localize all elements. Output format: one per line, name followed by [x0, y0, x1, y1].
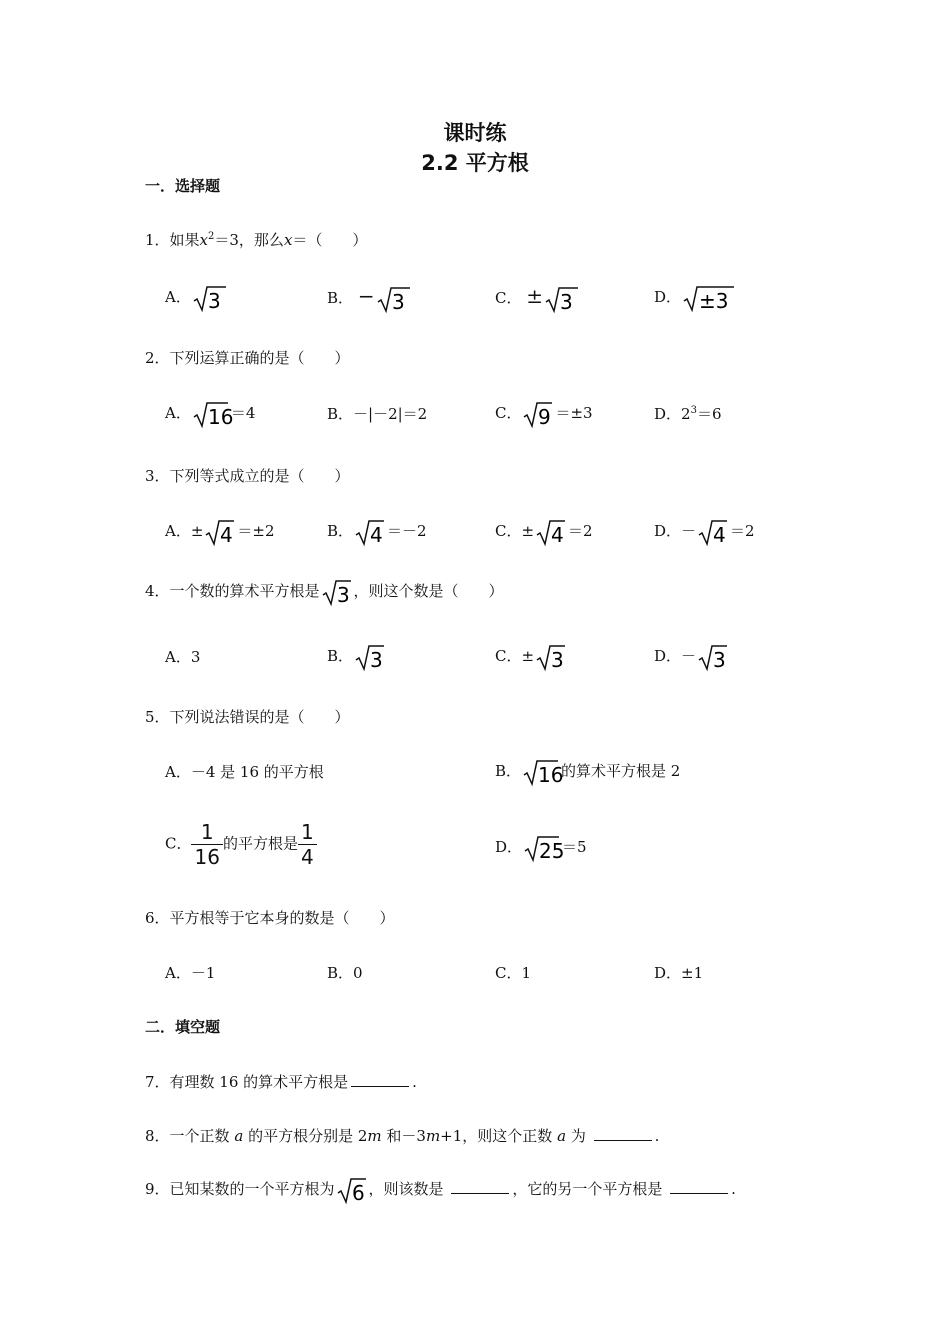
page-title: 课时练 — [443, 121, 507, 145]
sqrt-symbol — [536, 518, 566, 546]
svg-text:3: 3 — [391, 290, 405, 314]
q2-option-d[interactable]: D．$2^3=6$ — [654, 405, 722, 423]
sqrt-symbol — [523, 758, 564, 787]
svg-text:4: 4 — [370, 523, 383, 547]
svg-text:4: 4 — [713, 523, 726, 547]
q3-option-a[interactable]: A．± 4 ＝±2 — [165, 518, 275, 546]
svg-text:9: 9 — [538, 405, 552, 429]
svg-text:3: 3 — [551, 648, 564, 672]
svg-text:±3: ±3 — [699, 289, 729, 313]
sqrt-symbol — [683, 284, 735, 312]
svg-text:3: 3 — [207, 289, 221, 313]
answer-blank[interactable] — [351, 1072, 409, 1087]
fraction: $\frac{1}{4}$ — [298, 820, 317, 869]
q1-option-d[interactable]: D． ±3 — [654, 284, 737, 312]
q2-option-a[interactable]: A． 16 ＝4 — [165, 400, 255, 428]
answer-blank[interactable] — [451, 1179, 509, 1194]
answer-blank[interactable] — [670, 1179, 728, 1194]
svg-text:3: 3 — [336, 583, 350, 607]
sqrt-symbol — [698, 518, 728, 546]
sqrt-symbol — [205, 518, 235, 546]
q3-option-c[interactable]: C．± 4 ＝2 — [495, 518, 593, 546]
svg-text:3: 3 — [560, 290, 573, 314]
section-heading-choice: 一．选择题 — [145, 177, 221, 195]
question-3-stem: 3．下列等式成立的是（ ） — [145, 467, 350, 485]
question-4-stem: 4．一个数的算术平方根是 3 ，则这个数是（ ） — [145, 578, 504, 606]
q1-option-a[interactable]: A． 3 — [165, 284, 229, 312]
q2-option-b[interactable]: B．－|－2|＝2 — [327, 405, 428, 423]
sqrt-symbol — [193, 400, 234, 429]
sqrt-symbol — [524, 834, 565, 863]
svg-text:16: 16 — [538, 763, 564, 787]
q1-option-c[interactable]: C． ± 3 — [495, 284, 581, 313]
question-1-stem: 1．如果$x^2=3$，那么x＝（ ） — [145, 231, 368, 249]
question-6-stem: 6．平方根等于它本身的数是（ ） — [145, 909, 395, 927]
sqrt-symbol — [536, 643, 566, 671]
sqrt-symbol — [523, 400, 553, 428]
q4-option-b[interactable]: B． 3 — [327, 643, 387, 671]
svg-text:3: 3 — [370, 648, 383, 672]
sqrt-symbol — [193, 284, 227, 312]
q6-option-d[interactable]: D．±1 — [654, 964, 704, 982]
question-7: 7．有理数 16 的算术平方根是 . — [145, 1073, 417, 1091]
q5-option-a[interactable]: A．－4 是 16 的平方根 — [165, 763, 324, 781]
section-heading-fill: 二．填空题 — [145, 1018, 221, 1036]
q1-option-b[interactable]: B． − 3 — [327, 284, 413, 313]
svg-text:25: 25 — [539, 839, 565, 863]
answer-blank[interactable] — [594, 1126, 652, 1141]
q5-option-b[interactable]: B． 16 的算术平方根是 2 — [495, 758, 680, 786]
svg-text:3: 3 — [713, 648, 726, 672]
q2-option-c[interactable]: C． 9 ＝±3 — [495, 400, 593, 428]
svg-text:4: 4 — [220, 523, 234, 547]
sqrt-symbol — [377, 285, 411, 313]
question-2-stem: 2．下列运算正确的是（ ） — [145, 349, 350, 367]
sqrt-symbol — [355, 643, 385, 671]
sqrt-symbol — [545, 285, 579, 313]
sqrt-symbol — [355, 518, 385, 546]
q4-option-a[interactable]: A．3 — [165, 648, 201, 666]
svg-text:16: 16 — [207, 405, 234, 429]
sqrt-symbol — [337, 1176, 367, 1204]
q4-option-d[interactable]: D．－ 3 — [654, 643, 730, 671]
svg-text:4: 4 — [551, 523, 564, 547]
question-5-stem: 5．下列说法错误的是（ ） — [145, 708, 350, 726]
q3-option-b[interactable]: B． 4 ＝－2 — [327, 518, 427, 546]
sqrt-symbol — [698, 643, 728, 671]
q3-option-d[interactable]: D．－ 4 ＝2 — [654, 518, 755, 546]
question-9: 9．已知某数的一个平方根为 6 ，则该数是 ，它的另一个平方根是 . — [145, 1176, 736, 1204]
q6-option-c[interactable]: C．1 — [495, 964, 532, 982]
page-subtitle: 2.2 平方根 — [421, 151, 529, 175]
q5-option-c[interactable]: C． $\frac{1}{16}$ 的平方根是 $\frac{1}{4}$ — [165, 820, 317, 869]
q5-option-d[interactable]: D． 25 ＝5 — [495, 834, 587, 862]
q4-option-c[interactable]: C．± 3 — [495, 643, 568, 671]
q6-option-a[interactable]: A．－1 — [165, 964, 216, 982]
q6-option-b[interactable]: B．0 — [327, 964, 363, 982]
svg-text:6: 6 — [351, 1181, 365, 1205]
question-8: 8．一个正数 a 的平方根分别是 2m 和－3m+1，则这个正数 a 为 . — [145, 1127, 660, 1145]
sqrt-symbol — [322, 578, 352, 606]
fraction: $\frac{1}{16}$ — [191, 820, 222, 869]
